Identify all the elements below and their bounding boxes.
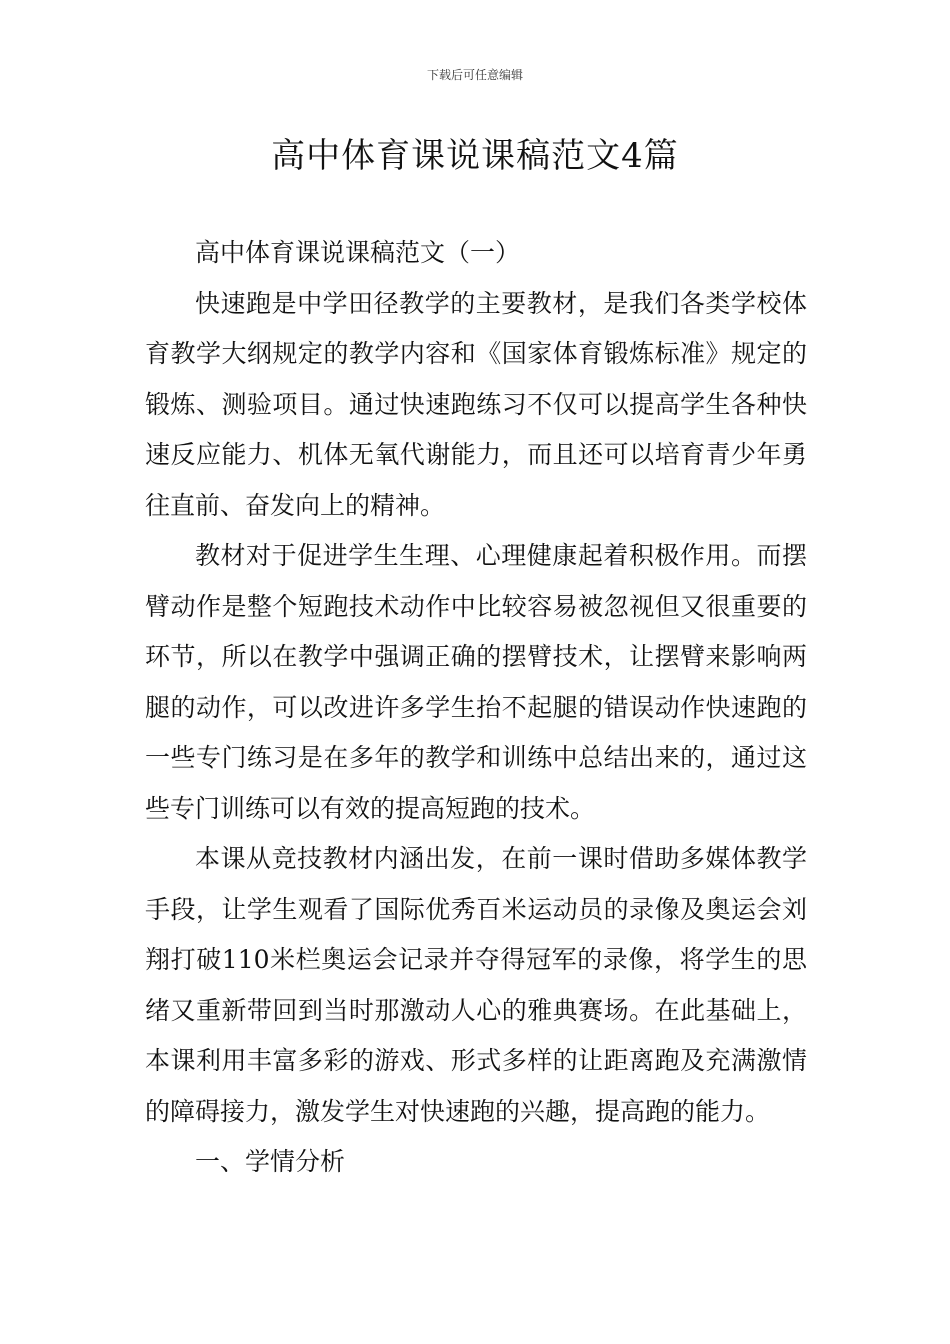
paragraph: 快速跑是中学田径教学的主要教材，是我们各类学校体育教学大纲规定的教学内容和《国家体育锻炼标准》规定的锻炼、测验项目。通过快速跑练习不仅可以提高学生各种快速反应能力、机体无氧代谢能力，而且还可以培育青少年勇往直前、奋发向上的精神。 xyxy=(145,288,807,520)
document-body xyxy=(145,228,807,1188)
paragraph: 本课从竞技教材内涵出发，在前一课时借助多媒体教学手段，让学生观看了国际优秀百米运动员的录像及奥运会刘翔打破110米栏奥运会记录并夺得冠军的录像，将学生的思绪又重新带回到当时那激动人心的雅典赛场。在此基础上，本课利用丰富多彩的游戏、形式多样的让距离跑及充满激情的障碍接力，激发学生对快速跑的兴趣，提高跑的能力。 xyxy=(145,844,807,1126)
section-heading: 一、学情分析 xyxy=(195,1147,346,1176)
document-title: 高中体育课说课稿范文4篇 xyxy=(271,136,679,176)
header-note: 下载后可任意编辑 xyxy=(426,68,523,82)
paragraph: 教材对于促进学生生理、心理健康起着积极作用。而摆臂动作是整个短跑技术动作中比较容易被忽视但又很重要的环节，所以在教学中强调正确的摆臂技术，让摆臂来影响两腿的动作，可以改进许多学生抬不起腿的错误动作快速跑的一些专门练习是在多年的教学和训练中总结出来的，通过这些专门训练可以有效的提高短跑的技术。 xyxy=(145,541,807,823)
section-subtitle: 高中体育课说课稿范文（一） xyxy=(195,238,521,267)
